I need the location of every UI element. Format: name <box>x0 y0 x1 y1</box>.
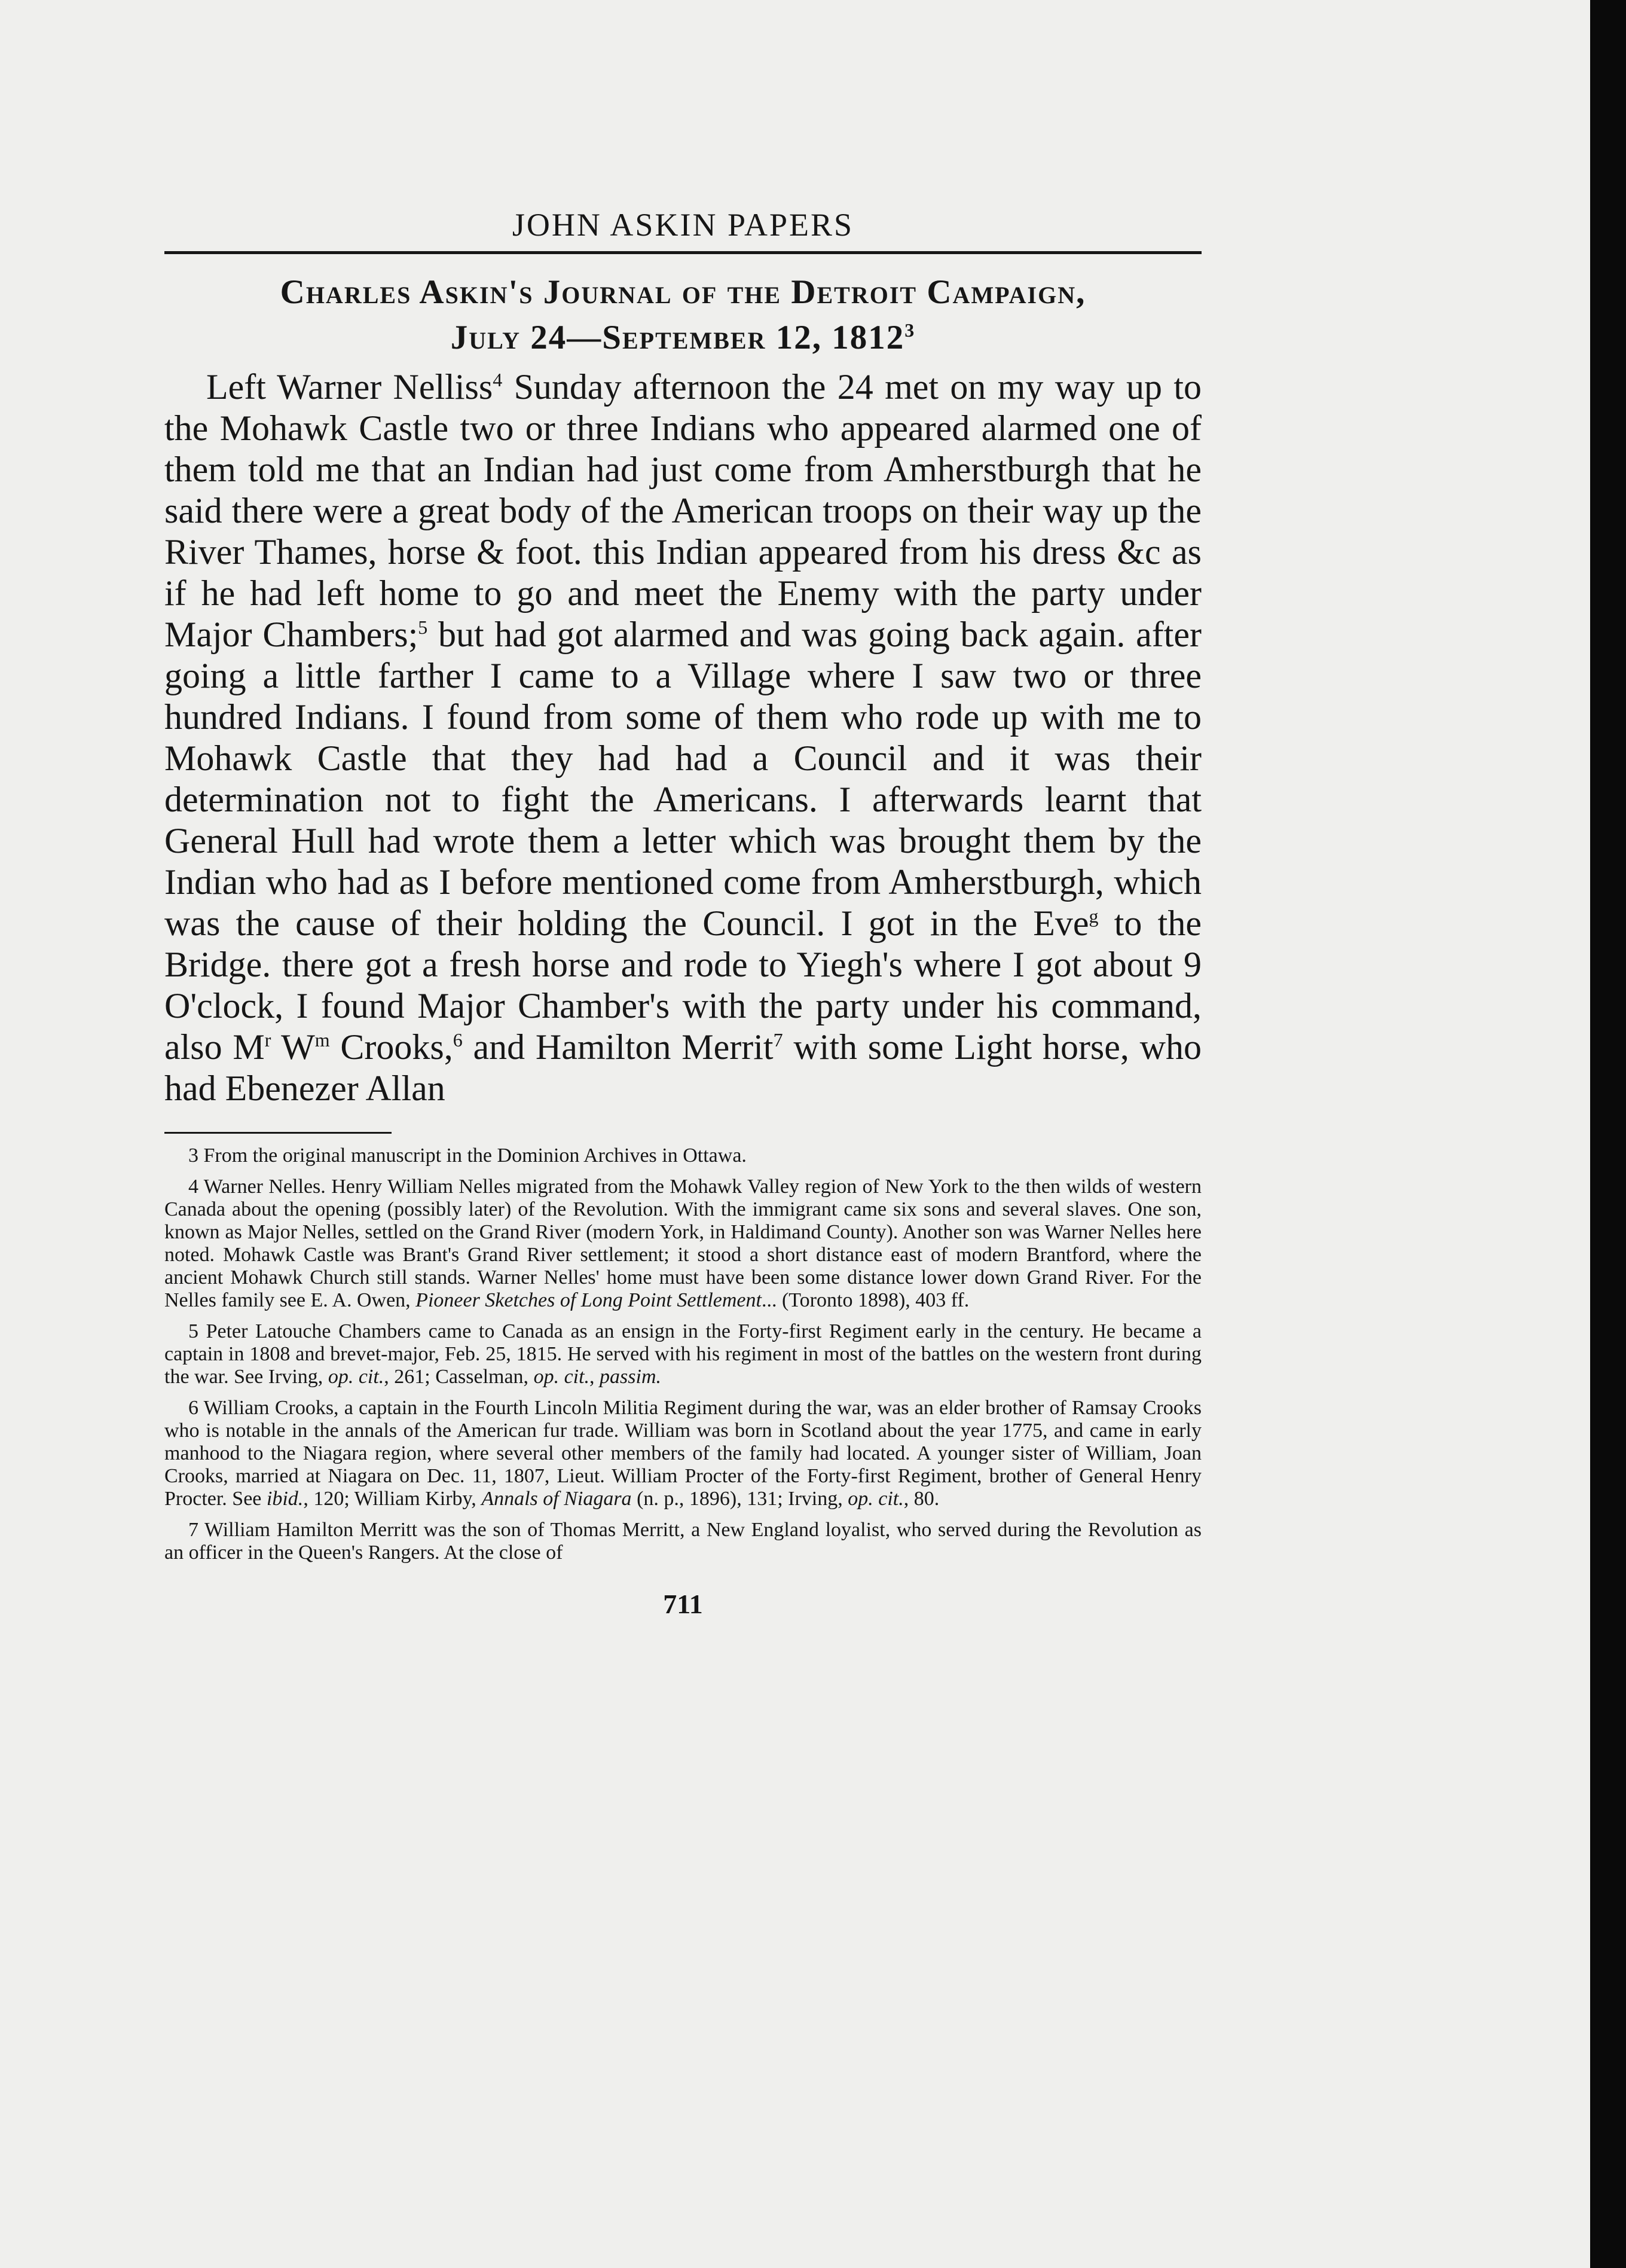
footnote-number: 5 <box>188 1320 198 1342</box>
footnote-text: William Crooks, a captain in the Fourth Lincoln Militia Regiment during the war, was an elder brother of Ramsay Crooks who is notable in the annals of the American fur trade. William was born in Scotland about the year 1775, and came in early manhood to the Niagara region, where several other members of the family had located. A younger sister of William, Joan Crooks, married at Niagara on Dec. 11, 1807, Lieut. William Procter of the Forty-first Regiment, brother of General Henry Procter. See <box>164 1397 1202 1510</box>
footnote-italic: Annals of Niagara <box>481 1488 632 1510</box>
footnote-number: 4 <box>188 1176 198 1198</box>
header-rule <box>164 251 1202 254</box>
footnote-ref-4: 4 <box>493 369 503 390</box>
title-dates: July 24—September 12, 1812 <box>450 319 905 356</box>
body-text-6: Crooks, <box>329 1027 453 1067</box>
body-text-2: Sunday afternoon the 24 met on my way up to the Mohawk Castle two or three Indians who appeared alarmed one of them told me that an Indian had just come from Amherstburgh that he said there were a great body of the American troops on their way up the River Thames, horse & foot. this Indian appeared from his dress &c as if he had left home to go and meet the Enemy with the party under Major Chambers; <box>164 367 1202 654</box>
footnote-text: Warner Nelles. Henry William Nelles migrated from the Mohawk Valley region of New York to the then wilds of western Canada about the opening (possibly later) of the Revolution. With the immigrant came six sons and several slaves. One son, known as Major Nelles, settled on the Grand River (modern York, in Haldimand County). Another son was Warner Nelles here noted. Mohawk Castle was Brant's Grand River settlement; it stood a short distance east of modern Brantford, where the ancient Mohawk Church still stands. Warner Nelles' home must have been some distance lower down Grand River. For the Nelles family see E. A. Owen, <box>164 1176 1202 1311</box>
footnote-italic: ibid. <box>266 1488 304 1510</box>
title-line-1: Charles Askin's Journal of the Detroit Campaign, <box>280 273 1086 311</box>
footnote-text: (n. p., 1896), 131; Irving, <box>631 1488 848 1510</box>
footnote-ref-5: 5 <box>418 616 428 638</box>
running-head: JOHN ASKIN PAPERS <box>512 207 854 243</box>
body-text-5: W <box>271 1027 315 1067</box>
page-content <box>164 203 1202 1620</box>
footnote-text: From the original manuscript in the Dominion Archives in Ottawa. <box>198 1144 747 1167</box>
footnote-rule <box>164 1132 392 1134</box>
title-line-2 <box>164 315 1202 361</box>
footnote-number: 7 <box>188 1519 198 1541</box>
footnote-number: 3 <box>188 1144 198 1167</box>
footnote-italic: op. cit. <box>533 1366 590 1388</box>
footnote-text: William Hamilton Merritt was the son of Thomas Merritt, a New England loyalist, who served during the Revolution as an officer in the Queen's Rangers. At the close of <box>164 1519 1202 1564</box>
abbrev-sup-r: r <box>264 1029 271 1051</box>
body-text-4: to the Bridge. there got a fresh horse and rode to Yiegh's where I got about 9 O'clock, I found Major Chamber's with the party under his command, also M <box>164 903 1202 1067</box>
footnote-text: ... (Toronto 1898), 403 ff. <box>761 1289 970 1311</box>
footnote-ref-7: 7 <box>773 1029 783 1051</box>
footnote-7 <box>164 1519 1202 1564</box>
footnote-number: 6 <box>188 1397 198 1419</box>
footnote-3 <box>164 1144 1202 1167</box>
body-text-7: and Hamilton Merrit <box>462 1027 774 1067</box>
body-text-3: but had got alarmed and was going back again. after going a little farther I came to a Village where I saw two or three hundred Indians. I found from some of them who rode up with me to Mohawk Castle that they had had a Council and it was their determination not to fight the Americans. I afterwards learnt that General Hull had wrote them a letter which was brought them by the Indian who had as I before mentioned come from Amherstburgh, which was the cause of their holding the Council. I got in the Eve <box>164 615 1202 943</box>
footnote-italic: op. cit. <box>848 1488 904 1510</box>
abbrev-sup-m: m <box>314 1029 330 1051</box>
page-number: 711 <box>663 1589 703 1619</box>
footnote-6 <box>164 1397 1202 1510</box>
footnote-text: , 120; William Kirby, <box>303 1488 482 1510</box>
footnote-5 <box>164 1320 1202 1388</box>
footnote-italic-title: Pioneer Sketches of Long Point Settlement <box>415 1289 762 1311</box>
footnote-italic: op. cit. <box>328 1366 384 1388</box>
footnote-ref-6: 6 <box>453 1029 463 1051</box>
footnote-text: Peter Latouche Chambers came to Canada as an ensign in the Forty-first Regiment early in the century. He became a captain in 1808 and brevet-major, Feb. 25, 1815. He served with his regiment in most of the battles on the western front during the war. See Irving, <box>164 1320 1202 1388</box>
chapter-title <box>164 270 1202 361</box>
footnote-ref-3: 3 <box>904 319 916 341</box>
footnote-4 <box>164 1176 1202 1312</box>
abbrev-sup-g: g <box>1089 905 1099 927</box>
footnote-text: , 80. <box>903 1488 940 1510</box>
journal-paragraph <box>164 367 1202 1109</box>
footnote-text: , 261; Casselman, <box>384 1366 534 1388</box>
body-text-8: with some Light horse, who had Ebenezer Allan <box>164 1027 1202 1108</box>
footnote-italic: passim. <box>600 1366 662 1388</box>
body-text-1: Left Warner Nelliss <box>206 367 493 407</box>
footnote-text: , <box>589 1366 600 1388</box>
